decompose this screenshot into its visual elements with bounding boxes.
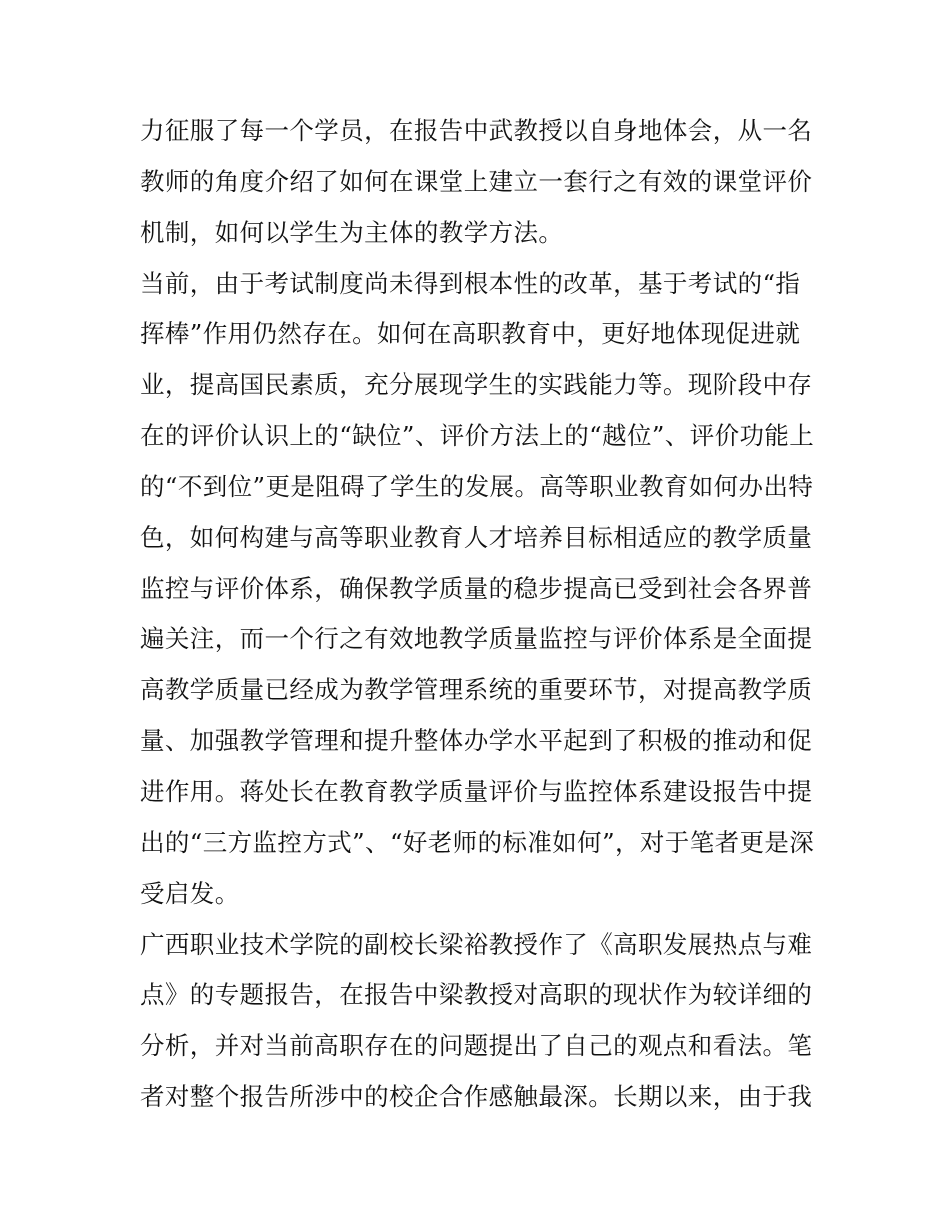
text-line: 遍关注，而一个行之有效地教学质量监控与评价体系是全面提 xyxy=(140,624,813,654)
text-line: 教师的角度介绍了如何在课堂上建立一套行之有效的课堂评价 xyxy=(140,166,813,196)
text-line: 当前，由于考试制度尚未得到根本性的改革，基于考试的“指 xyxy=(140,268,801,298)
text-line: 机制，如何以学生为主体的教学方法。 xyxy=(140,217,564,247)
text-line: 监控与评价体系，确保教学质量的稳步提高已受到社会各界普 xyxy=(140,573,813,603)
text-line: 力征服了每一个学员，在报告中武教授以自身地体会，从一名 xyxy=(140,116,813,145)
text-line: 受启发。 xyxy=(140,878,240,908)
text-line: 者对整个报告所涉中的校企合作感触最深。长期以来，由于我 xyxy=(140,1082,813,1112)
text-line: 进作用。蒋处长在教育教学质量评价与监控体系建设报告中提 xyxy=(140,776,813,806)
text-line: 在的评价认识上的“缺位”、评价方法上的“越位”、评价功能上 xyxy=(140,421,815,451)
text-line: 广西职业技术学院的副校长梁裕教授作了《高职发展热点与难 xyxy=(140,929,813,959)
text-line: 分析，并对当前高职存在的问题提出了自己的观点和看法。笔 xyxy=(140,1031,813,1061)
text-line: 高教学质量已经成为教学管理系统的重要环节，对提高教学质 xyxy=(140,675,813,705)
body-text xyxy=(140,106,820,1123)
text-line: 点》的专题报告，在报告中梁教授对高职的现状作为较详细的 xyxy=(140,980,813,1010)
text-line: 业，提高国民素质，充分展现学生的实践能力等。现阶段中存 xyxy=(140,370,813,400)
text-line: 的“不到位”更是阻碍了学生的发展。高等职业教育如何办出特 xyxy=(140,471,814,501)
text-line: 挥棒”作用仍然存在。如何在高职教育中，更好地体现促进就 xyxy=(140,319,801,349)
text-line: 量、加强教学管理和提升整体办学水平起到了积极的推动和促 xyxy=(140,726,813,756)
text-line: 出的“三方监控方式”、“好老师的标准如何”，对于笔者更是深 xyxy=(140,827,815,857)
text-line: 色，如何构建与高等职业教育人才培养目标相适应的教学质量 xyxy=(140,522,813,552)
